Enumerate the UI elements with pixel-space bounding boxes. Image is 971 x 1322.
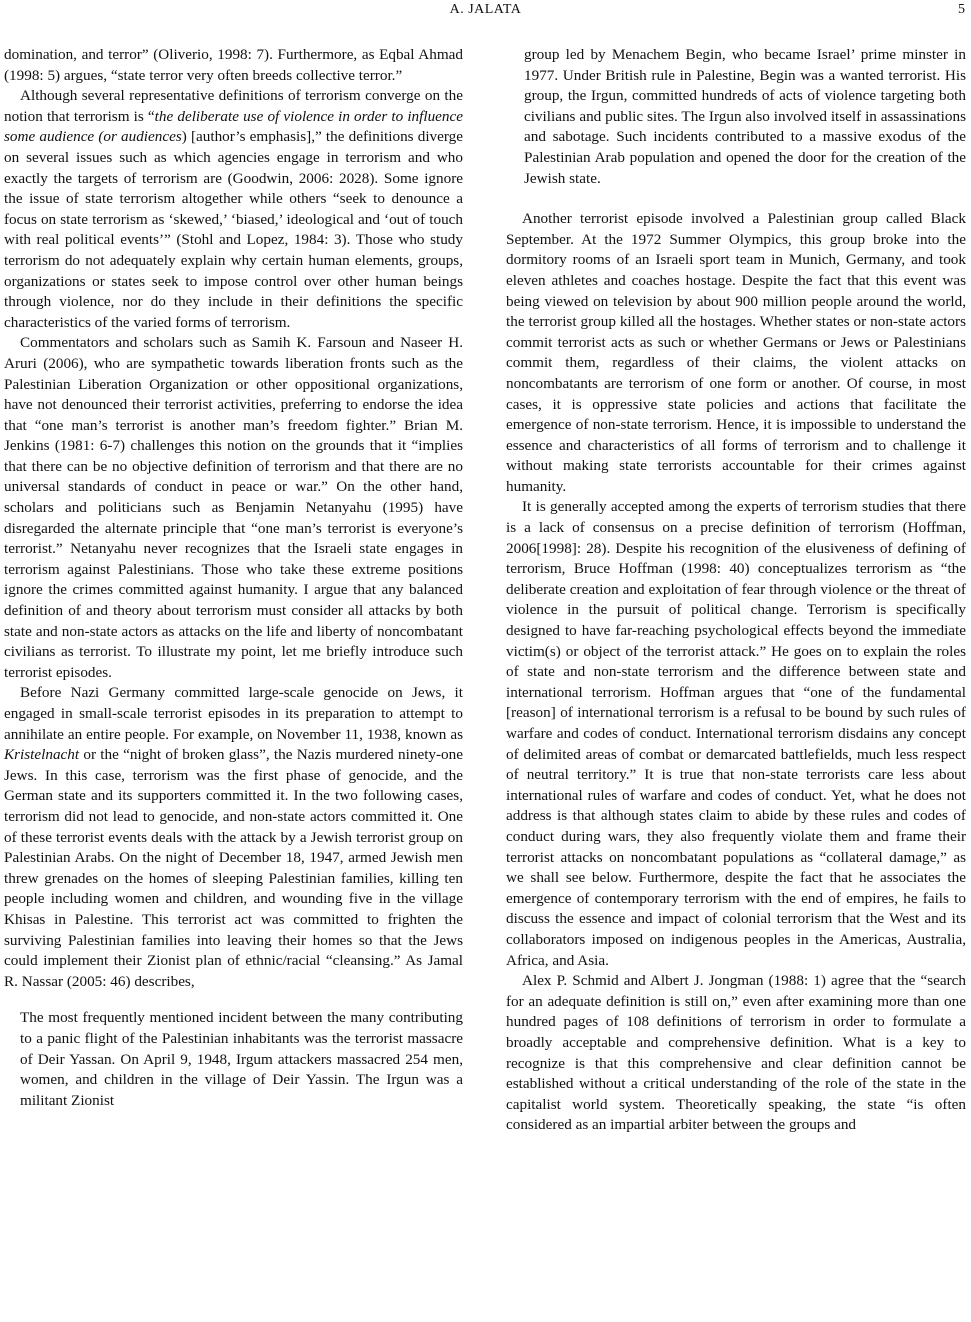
paragraph: [4, 683, 463, 992]
left-column: [4, 45, 463, 1123]
paragraph: Another terrorist episode involved a Palestinian group called Black September. At the 1972 Summer Olympics, this group broke into the dormitory rooms of an Israeli sport team in Munich, Germany, and took eleven athletes and coaches hostage. Despite the fact that this event was being viewed on television by about 900 million people around the world, the terrorist group killed all the hostages. Whether states or non-state actors commit terrorist acts as such or whether Germans or Jews or Palestinians commit them, regardless of their claims, the violent attacks on noncombatants are terrorism of one form or another. Of course, in most cases, it is oppressive state policies and actions that facilitate the emergence of non-state terrorism. Hence, it is impossible to understand the essence and characteristics of all forms of terrorism and to challenge it without making state terrorists accountable for their crimes against humanity.: [506, 210, 966, 495]
paragraph-text: Before Nazi Germany committed large-scale genocide on Jews, it engaged in small-scale terrorist episodes in its preparation to attempt to annihilate an entire people. For example, on November 11, 1938, known as: [4, 684, 463, 743]
block-quote-continued: group led by Menachem Begin, who became Israel’ prime minster in 1977. Under British rule in Palestine, Begin was a wanted terrorist. His group, the Irgun, committed hundreds of acts of violence targeting both civilians and public sites. The Irgun also involved itself in assassinations and sabotage. Such incidents contributed to a massive exodus of the Palestinian Arab population and opened the door for the creation of the Jewish state.: [524, 46, 966, 187]
block-quote: The most frequently mentioned incident between the many contributing to a panic flight of the Palestinian inhabitants was the terrorist massacre of Deir Yassan. On April 9, 1948, Irgum attackers massacred 254 men, women, and children in the village of Deir Yassin. The Irgun was a militant Zionist: [20, 1009, 463, 1109]
emphasis-text: the deliberate use of violence in order to influence some audience (or audiences: [4, 107, 463, 146]
paragraph: It is generally accepted among the experts of terrorism studies that there is a lack of consensus on a precise definition of terrorism (Hoffman, 2006[1998]: 28). Despite his recognition of the elusiveness of defining of terrorism, Bruce Hoffman (1998: 40) conceptualizes terrorism as “the deliberate creation and exploitation of fear through violence or the threat of violence in the pursuit of political change. Terrorism is specifically designed to have far-reaching psychological effects beyond the immediate victim(s) or object of the terrorist attack.” He goes on to explain the roles of state and non-state terrorism and the difference between state and international terrorism. Hoffman argues that “one of the fundamental [reason] of international terrorism is a refusal to be bound by such rules of warfare and codes of conduct. International terrorism disdains any concept of delimited areas of combat or demarcated battlefields, much less respect of neutral territory.” It is true that non-state terrorists care less about international rules of warfare and codes of conduct. Yet, what he does not address is that although states claim to abide by these rules and codes of conduct during wars, they also frequently violate them and frame their terrorist attacks on noncombatant populations as “collateral damage,” as we shall see below. Furthermore, despite the fact that he associates the emergence of contemporary terrorism with the end of empires, he fails to discuss the essence and impact of colonial terrorism that the West and its collaborators imposed on indigenous peoples in the Americas, Australia, Africa, and Asia.: [506, 498, 966, 969]
running-title: A. JALATA: [449, 2, 522, 17]
paragraph: Commentators and scholars such as Samih K. Farsoun and Naseer H. Aruri (2006), who are sympathetic towards liberation fronts such as the Palestinian Liberation Organization or other oppositional organizations, have not denounced their terrorist activities, preferring to endorse the idea that “one man’s terrorist is another man’s freedom fighter.” Brian M. Jenkins (1981: 6-7) challenges this notion on the grounds that it “implies that there can be no objective definition of terrorism and that there are no universal standards of conduct in peace or war.” On the other hand, scholars and politicians such as Benjamin Netanyahu (1995) have disregarded the alternate principle that “one man’s terrorist is everyone’s terrorist.” Netanyahu never recognizes that the Israeli state engages in terrorism against Palestinians. Those who take these extreme positions ignore the crimes committed against humanity. I argue that any balanced definition of and theory about terrorism must consider all attacks by both state and non-state actors as attacks on the life and liberty of noncombatant civilians as terrorist. To illustrate my point, let me briefly introduce such terrorist episodes.: [4, 334, 463, 681]
paragraph: domination, and terror” (Oliverio, 1998: 7). Furthermore, as Eqbal Ahmad (1998: 5) argues, “state terror very often breeds collective terror.”: [4, 46, 463, 84]
paragraph-text: Although several representative definitions of terrorism converge on the notion that terrorism is “: [4, 87, 463, 125]
running-header: [0, 0, 971, 20]
page-number: 5: [958, 2, 965, 17]
paragraph-text: or the “night of broken glass”, the Nazis murdered ninety-one Jews. In this case, terrorism was the first phase of genocide, and the German state and its supporters committed it. In the two following cases, terrorism did not lead to genocide, and non-state actors committed it. One of these terrorist events deals with the attack by a Jewish terrorist group on Palestinian Arabs. On the night of December 18, 1947, armed Jewish men threw grenades on the homes of sleeping Palestinian families, killing ten people including women and children, and wounding five in the village Khisas in Palestine. This terrorist act was committed to frighten the surviving Palestinian families into leaving their homes so that the Jews could implement their Zionist plan of ethnic/racial “cleansing.” As Jamal R. Nassar (2005: 46) describes,: [4, 746, 463, 990]
paragraph-text: ) [author’s emphasis],” the definitions diverge on several issues such as which agencies engage in terrorism and who exactly the targets of terrorism are (Goodwin, 2006: 2028). Some ignore the issue of state terrorism altogether while others “seek to denounce a focus on state terrorism as ‘skewed,’ ‘biased,’ ideological and ‘out of touch with real political events’” (Stohl and Lopez, 1984: 3). Those who study terrorism do not adequately explain why certain human elements, groups, organizations or states seek to impose control over other human beings through violence, nor do they include in their definitions the specific characteristics of the varied forms of terrorism.: [4, 128, 463, 331]
paragraph: [4, 86, 463, 333]
paragraph: Alex P. Schmid and Albert J. Jongman (1988: 1) agree that the “search for an adequate definition is still on,” even after examining more than one hundred pages of 108 definitions of terrorism in order to formulate a broadly acceptable and comprehensive definition. What is a key to recognize is that this comprehensive and clear definition cannot be established without a critical understanding of the role of the state in the capitalist world system. Theoretically speaking, the state “is often considered as an impartial arbiter between the groups and: [506, 972, 966, 1134]
emphasis-text: Kristelnacht: [4, 746, 80, 764]
right-column: [506, 45, 966, 1136]
